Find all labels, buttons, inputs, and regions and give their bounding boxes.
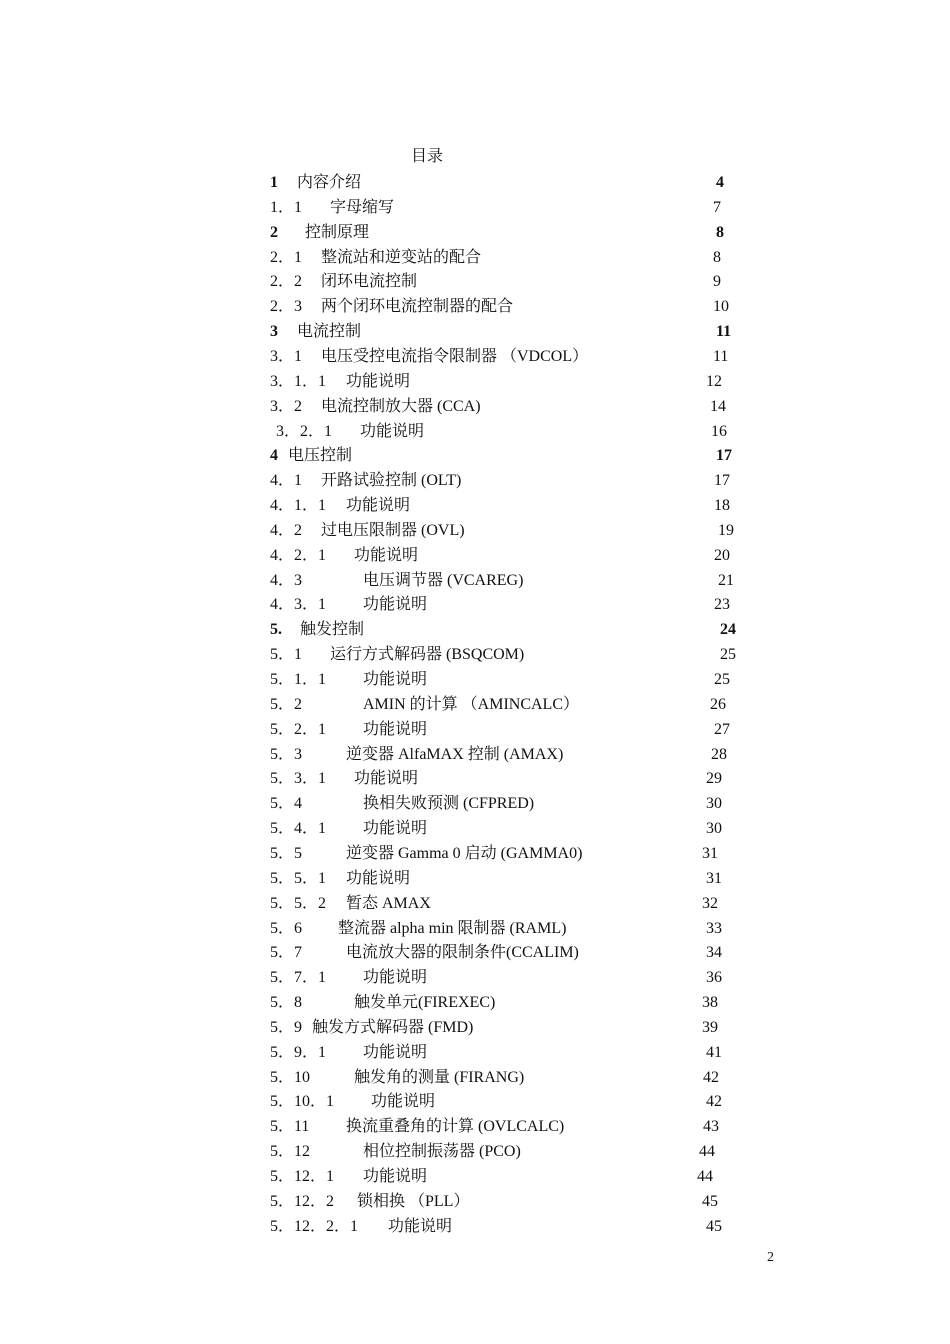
toc-entry-number: 3．1．1 (270, 372, 327, 390)
toc-entry-title: 触发单元(FIREXEC) (354, 994, 496, 1012)
toc-entry-page: 12 (706, 372, 722, 390)
toc-entry (0, 868, 950, 890)
toc-entry (0, 893, 950, 915)
toc-entry-title: 功能说明 (363, 671, 428, 688)
toc-entry (0, 1042, 950, 1064)
toc-entry-number: 5. (270, 621, 282, 639)
toc-entry-page: 7 (713, 198, 721, 216)
toc-entry-page: 27 (714, 720, 730, 738)
toc-entry-title: 电压控制 (288, 447, 353, 465)
toc-entry-page: 33 (706, 919, 722, 937)
toc-entry-page: 16 (711, 422, 727, 440)
toc-entry-number: 1 (270, 174, 278, 191)
toc-entry (0, 247, 950, 269)
toc-entry (0, 172, 950, 194)
toc-entry-page: 8 (716, 223, 724, 241)
toc-entry-title: 触发控制 (300, 621, 365, 639)
toc-entry-title: 功能说明 (354, 770, 419, 788)
toc-entry-page: 17 (714, 472, 730, 490)
toc-entry-page: 31 (702, 844, 718, 862)
toc-entry-number: 4 (270, 447, 278, 465)
page-number: 2 (767, 1250, 774, 1265)
toc-entry-page: 17 (716, 447, 732, 465)
toc-entry-page: 25 (714, 671, 730, 688)
toc-entry-page: 18 (714, 497, 730, 515)
toc-entry-title: 整流站和逆变站的配合 (321, 248, 482, 266)
toc-entry (0, 271, 950, 293)
toc-entry (0, 644, 950, 666)
toc-entry-page: 43 (703, 1118, 719, 1136)
toc-entry-number: 5．5 (270, 844, 303, 862)
toc-entry-number: 5．2．1 (270, 720, 327, 738)
toc-entry-number: 1．1 (270, 198, 303, 216)
toc-entry (0, 1091, 950, 1113)
toc-entry (0, 843, 950, 865)
toc-entry (0, 793, 950, 815)
toc-entry (0, 768, 950, 790)
toc-entry-number: 5．4．1 (270, 820, 327, 838)
toc-entry-number: 5．9．1 (270, 1043, 327, 1061)
toc-entry-title: 功能说明 (363, 969, 428, 987)
toc-entry-number: 4．2．1 (270, 546, 327, 564)
toc-entry-number: 5．8 (270, 994, 303, 1012)
toc-entry-page: 45 (702, 1192, 718, 1210)
toc-entry-page: 29 (706, 770, 722, 788)
toc-entry-number: 5．6 (270, 919, 303, 937)
toc-entry-page: 11 (713, 347, 729, 365)
toc-entry (0, 222, 950, 244)
toc-entry-page: 26 (710, 695, 726, 713)
toc-entry-title: 功能说明 (360, 422, 425, 440)
toc-entry-page: 42 (703, 1068, 719, 1086)
toc-entry (0, 1017, 950, 1039)
toc-entry-title: 功能说明 (363, 820, 428, 838)
toc-entry-number: 4．1．1 (270, 497, 327, 515)
toc-entry-number: 5．11 (270, 1118, 310, 1136)
toc-entry-page: 19 (718, 521, 734, 539)
toc-entry-title: 逆变器 Gamma 0 启动 (GAMMA0) (346, 844, 583, 862)
toc-entry (0, 1067, 950, 1089)
toc-entry-number: 4．1 (270, 472, 303, 490)
toc-entry-number: 5．7．1 (270, 969, 327, 987)
toc-entry-title: 过电压限制器 (OVL) (321, 521, 465, 539)
toc-entry (0, 520, 950, 542)
toc-entry-title: 暂态 AMAX (346, 894, 431, 912)
toc-entry-title: 换相失败预测 (CFPRED) (363, 795, 535, 813)
toc-entry-title: 功能说明 (346, 869, 411, 887)
toc-entry-title: 开路试验控制 (OLT) (321, 472, 462, 490)
toc-entry-title: 锁相换 （PLL） (357, 1192, 470, 1210)
toc-entry-number: 5．3 (270, 745, 303, 763)
toc-entry-title: 功能说明 (346, 372, 411, 390)
toc-entry-number: 2 (270, 223, 278, 241)
toc-entry (0, 1116, 950, 1138)
toc-entry (0, 197, 950, 219)
toc-entry-title: 逆变器 AlfaMAX 控制 (AMAX) (346, 745, 564, 763)
toc-entry-number: 5．4 (270, 795, 303, 813)
toc-entry-page: 8 (713, 248, 721, 266)
toc-entry (0, 545, 950, 567)
toc-entry (0, 445, 950, 467)
toc-entry-page: 31 (706, 869, 722, 887)
toc-entry-page: 23 (714, 596, 730, 614)
toc-entry (0, 594, 950, 616)
toc-entry-page: 14 (710, 397, 726, 415)
toc-entry-page: 36 (706, 969, 722, 987)
toc-entry (0, 694, 950, 716)
toc-entry-page: 9 (713, 273, 721, 291)
toc-entry-title: 两个闭环电流控制器的配合 (321, 298, 514, 316)
toc-entry-page: 10 (713, 298, 729, 316)
toc-entry (0, 942, 950, 964)
toc-entry-number: 2．3 (270, 298, 303, 316)
toc-entry-title: 闭环电流控制 (321, 273, 418, 291)
toc-entry-number: 5．3．1 (270, 770, 327, 788)
toc-entry-title: 功能说明 (388, 1217, 453, 1235)
toc-entry-number: 3 (270, 323, 278, 341)
toc-entry-number: 5．2 (270, 695, 303, 713)
toc-entry (0, 570, 950, 592)
toc-entry-title: 整流器 alpha min 限制器 (RAML) (338, 919, 567, 937)
toc-entry-title: 电压受控电流指令限制器 （VDCOL） (321, 347, 589, 365)
toc-entry-number: 5．12．1 (270, 1168, 335, 1185)
toc-entry (0, 371, 950, 393)
toc-entry (0, 992, 950, 1014)
toc-entry (0, 719, 950, 741)
toc-entry-page: 42 (706, 1093, 722, 1111)
toc-entry (0, 470, 950, 492)
toc-entry-title: 功能说明 (363, 1043, 428, 1061)
toc-entry-number: 4．2 (270, 521, 303, 539)
toc-entry-title: 控制原理 (305, 223, 370, 241)
toc-entry-page: 25 (720, 646, 736, 664)
toc-entry-page: 28 (711, 745, 727, 763)
toc-entry-number: 5．1 (270, 646, 303, 664)
toc-entry-title: 内容介绍 (297, 174, 362, 191)
toc-entry (0, 1216, 950, 1238)
toc-entry (0, 346, 950, 368)
toc-entry-title: 功能说明 (354, 546, 419, 564)
toc-entry-number: 5．9 (270, 1018, 303, 1036)
toc-entry-title: 电流放大器的限制条件(CCALIM) (346, 944, 579, 962)
toc-entry (0, 396, 950, 418)
toc-entry (0, 818, 950, 840)
toc-entry-number: 2．2 (270, 273, 303, 291)
toc-entry-title: AMIN 的计算 （AMINCALC） (363, 695, 580, 713)
toc-entry (0, 1191, 950, 1213)
toc-entry-page: 39 (702, 1018, 718, 1036)
toc-entry-page: 34 (706, 944, 722, 962)
toc-entry-page: 30 (706, 820, 722, 838)
toc-entry (0, 669, 950, 691)
toc-entry (0, 296, 950, 318)
toc-entry (0, 1166, 950, 1188)
toc-entry-title: 电流控制放大器 (CCA) (321, 397, 481, 415)
toc-entry-number: 5．10 (270, 1068, 311, 1086)
toc-entry-number: 4．3 (270, 571, 303, 589)
toc-entry-title: 功能说明 (371, 1093, 436, 1111)
toc-entry (0, 744, 950, 766)
toc-entry-page: 24 (720, 621, 736, 639)
toc-entry-title: 触发方式解码器 (FMD) (312, 1018, 474, 1036)
toc-entry-page: 20 (714, 546, 730, 564)
toc-entry-number: 5．12．2．1 (270, 1217, 359, 1235)
toc-entry-page: 21 (718, 571, 734, 589)
toc-entry-number: 5．12．2 (270, 1192, 335, 1210)
toc-entry (0, 495, 950, 517)
toc-entry-title: 运行方式解码器 (BSQCOM) (330, 646, 525, 664)
toc-entry-title: 触发角的测量 (FIRANG) (354, 1068, 525, 1086)
toc-entry-page: 44 (697, 1168, 713, 1185)
toc-entry-title: 字母缩写 (330, 198, 395, 216)
toc-entry-title: 功能说明 (346, 497, 411, 515)
toc-entry-page: 38 (702, 994, 718, 1012)
toc-entry-title: 功能说明 (363, 720, 428, 738)
toc-entry-title: 换流重叠角的计算 (OVLCALC) (346, 1118, 565, 1136)
toc-entry-number: 5．5．2 (270, 894, 327, 912)
toc-entry-page: 41 (706, 1043, 722, 1061)
toc-entry-page: 4 (716, 174, 724, 191)
toc-entry-page: 11 (716, 323, 732, 341)
toc-title: 目录 (411, 148, 444, 165)
toc-entry-page: 44 (699, 1143, 715, 1161)
toc-entry-number: 3．2．1 (276, 422, 333, 440)
toc-entry-number: 3．1 (270, 347, 303, 365)
toc-entry (0, 321, 950, 343)
toc-entry (0, 918, 950, 940)
toc-entry-page: 45 (706, 1217, 722, 1235)
toc-entry-number: 5．12 (270, 1143, 311, 1161)
toc-entry (0, 967, 950, 989)
toc-entry (0, 619, 950, 641)
toc-entry-number: 4．3．1 (270, 596, 327, 614)
toc-entry-title: 功能说明 (363, 596, 428, 614)
toc-entry-title: 电压调节器 (VCAREG) (363, 571, 524, 589)
toc-entry-title: 功能说明 (363, 1168, 428, 1185)
toc-entry-title: 相位控制振荡器 (PCO) (363, 1143, 521, 1161)
toc-entry-number: 5．1．1 (270, 671, 327, 688)
toc-entry-number: 5．7 (270, 944, 303, 962)
toc-entry-number: 5．5．1 (270, 869, 327, 887)
toc-entry-number: 3．2 (270, 397, 303, 415)
toc-entry-page: 32 (702, 894, 718, 912)
toc-entry-number: 2．1 (270, 248, 303, 266)
toc-entry (0, 1141, 950, 1163)
toc-entry-number: 5．10．1 (270, 1093, 335, 1111)
toc-entry-title: 电流控制 (297, 323, 362, 341)
toc-entry-page: 30 (706, 795, 722, 813)
toc-entry (0, 421, 950, 443)
